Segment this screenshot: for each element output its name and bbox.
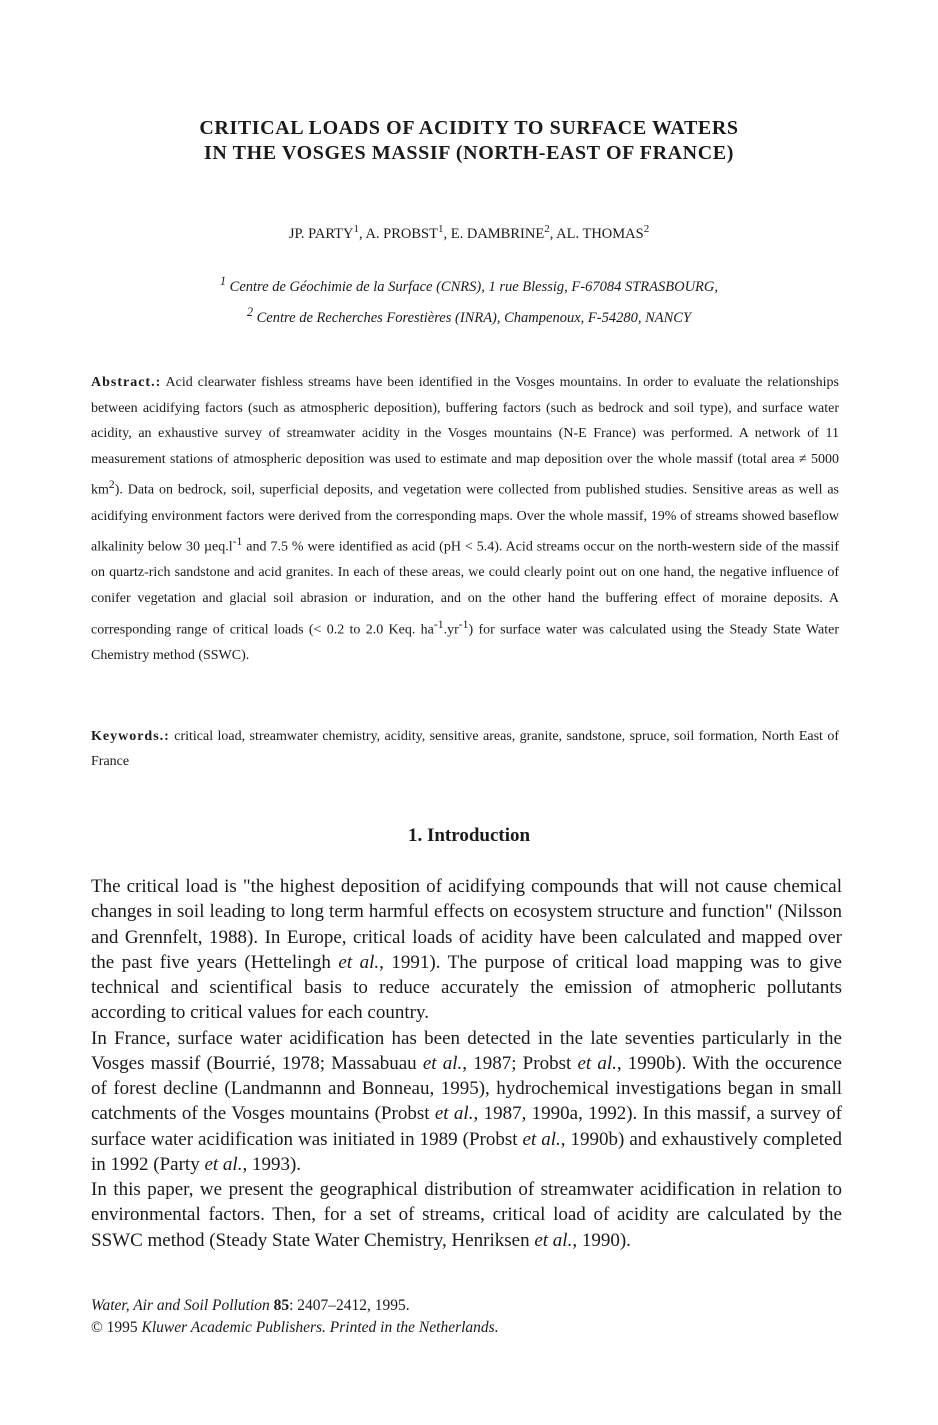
affiliation-text: Centre de Géochimie de la Surface (CNRS), 1 rue Blessig, F-67084 STRASBOURG, <box>229 278 718 295</box>
title-line-1: CRITICAL LOADS OF ACIDITY TO SURFACE WATERS <box>199 117 739 139</box>
author-affiliation-mark: 1 <box>353 223 359 235</box>
abstract <box>91 370 839 669</box>
citation-line <box>91 1295 691 1317</box>
section-title: Introduction <box>426 825 531 846</box>
body-text <box>91 874 842 1253</box>
citation-etal: et al. <box>522 1128 561 1150</box>
paragraph-text: , 1990b) and exhaustively completed in 1992 (Party <box>91 1128 842 1175</box>
paragraph <box>91 1177 842 1253</box>
paragraph-text: In France, surface water acidification has been detected in the late seventies particularly in the Vosges massif (Bourrié, 1978; Massabuau <box>91 1027 842 1074</box>
author-list: JP. PARTY$^1$, A. PROBST$^1$, E. DAMBRINE$^2$, AL. THOMAS$^2$ <box>288 223 650 242</box>
affiliation-line <box>100 300 838 331</box>
paragraph <box>91 874 842 1026</box>
abstract-superscript: -1 <box>433 617 444 631</box>
paragraph-text: , 1987, 1990a, 1992). In this massif, a survey of surface water acidification was initiated in 1989 (Probst <box>91 1103 842 1150</box>
author-affiliation-mark: 2 <box>643 223 650 235</box>
citation-etal: et al. <box>204 1153 243 1175</box>
paragraph-text: , 1991). The purpose of critical load mapping was to give technical and scientifical basis to reduce accurately the emission of atmopheric pollutants according to critical values for each country. <box>91 951 842 1024</box>
paragraph-text: , 1987; Probst <box>462 1052 578 1074</box>
abstract-superscript: -1 <box>232 535 243 549</box>
copyright-year: 1995 <box>106 1319 138 1336</box>
citation-etal: et al. <box>534 1229 573 1251</box>
author-affiliation-mark: 2 <box>544 223 550 235</box>
copyright-line <box>91 1317 691 1339</box>
keywords-text: critical load, streamwater chemistry, acidity, sensitive areas, granite, sandstone, spruce, soil formation, North East of France <box>91 729 839 769</box>
journal-footer <box>91 1295 691 1339</box>
keywords-label: Keywords.: <box>91 729 170 744</box>
paragraph-text: In this paper, we present the geographical distribution of streamwater acidification in relation to environmental factors. Then, for a set of streams, critical load of acidity are calculated by the SSWC method (Steady State Water Chemistry, Henriksen <box>91 1179 842 1251</box>
abstract-label: Abstract.: <box>91 375 162 390</box>
section-heading <box>100 824 838 848</box>
author-name: AL. THOMAS <box>556 225 644 242</box>
author-name: A. PROBST <box>365 225 438 242</box>
citation-etal: et al. <box>577 1052 617 1074</box>
abstract-superscript: -1 <box>458 617 469 631</box>
paragraph <box>91 1026 842 1178</box>
paragraph-text: , 1990b). With the occurence of forest decline (Landmannn and Bonneau, 1995), hydrochemical investigations began in small catchments of the Vosges mountains (Probst <box>91 1052 842 1125</box>
citation-etal: et al. <box>422 1052 463 1074</box>
keywords <box>91 724 839 774</box>
abstract-text: .yr <box>443 622 459 638</box>
abstract-text: ). Data on bedrock, soil, superficial deposits, and vegetation were collected from published studies. Sensitive areas as well as acidifying environment factors were derived from the corresponding maps. Over the whole massif, 19% of streams showed baseflow alkalinity below 30 µeq.l <box>91 483 839 555</box>
paragraph-text: , 1990). <box>572 1229 631 1251</box>
abstract-text: ) for surface water was calculated using the Steady State Water Chemistry method (SSWC). <box>91 622 839 663</box>
abstract-text: and 7.5 % were identified as acid (pH < 5.4). Acid streams occur on the north-western side of the massif on quartz-rich sandstone and acid granites. In each of these areas, we could clearly point out on one hand, the negative influence of conifer vegetation and glacial soil abrasion or induration, and on the other hand the buffering effect of moraine deposits. A corresponding range of critical loads (< 0.2 to 2.0 Keq. ha <box>91 539 839 638</box>
copyright-symbol: © <box>91 1319 103 1336</box>
section-number: 1. <box>407 825 423 846</box>
publisher: Kluwer Academic Publishers. Printed in the Netherlands. <box>141 1319 499 1336</box>
author-name: E. DAMBRINE <box>450 225 545 242</box>
affiliation-number: 1 <box>219 274 227 288</box>
affiliation-number: 2 <box>246 304 254 319</box>
author-affiliation-mark: 1 <box>437 223 444 235</box>
affiliations <box>100 269 838 331</box>
abstract-text: Acid clearwater fishless streams have been identified in the Vosges mountains. In order to evaluate the relationships between acidifying factors (such as atmospheric deposition), buffering factors (such as bedrock and soil type), and surface water acidity, an exhaustive survey of streamwater acidity in the Vosges mountains (N-E France) was performed. A network of 11 measurement stations of atmospheric deposition was used to estimate and map deposition over the whole massif (total area ≠ 5000 km <box>91 375 839 499</box>
paper-title <box>100 116 838 166</box>
citation-etal: et al. <box>338 951 380 973</box>
journal-name: Water, Air and Soil Pollution <box>91 1297 270 1314</box>
abstract-superscript: 2 <box>108 478 115 492</box>
affiliation-text: Centre de Recherches Forestières (INRA), Champenoux, F-54280, NANCY <box>256 309 692 326</box>
author-name: JP. PARTY <box>288 225 354 242</box>
paragraph-text: , 1993). <box>242 1153 302 1175</box>
affiliation-line <box>100 269 838 300</box>
citation-etal: et al. <box>434 1103 474 1125</box>
title-line-2: IN THE VOSGES MASSIF (NORTH-EAST OF FRANCE) <box>204 142 734 164</box>
paragraph-text: The critical load is "the highest deposition of acidifying compounds that will not cause chemical changes in soil leading to long term harmful effects on ecosystem structure and function" (Nilsson and Grennfelt, 1988). In Europe, critical loads of acidity have been calculated and mapped over the past five years (Hettelingh <box>91 876 842 973</box>
journal-pages: : 2407–2412, 1995. <box>289 1297 410 1314</box>
journal-volume: 85 <box>273 1297 290 1314</box>
